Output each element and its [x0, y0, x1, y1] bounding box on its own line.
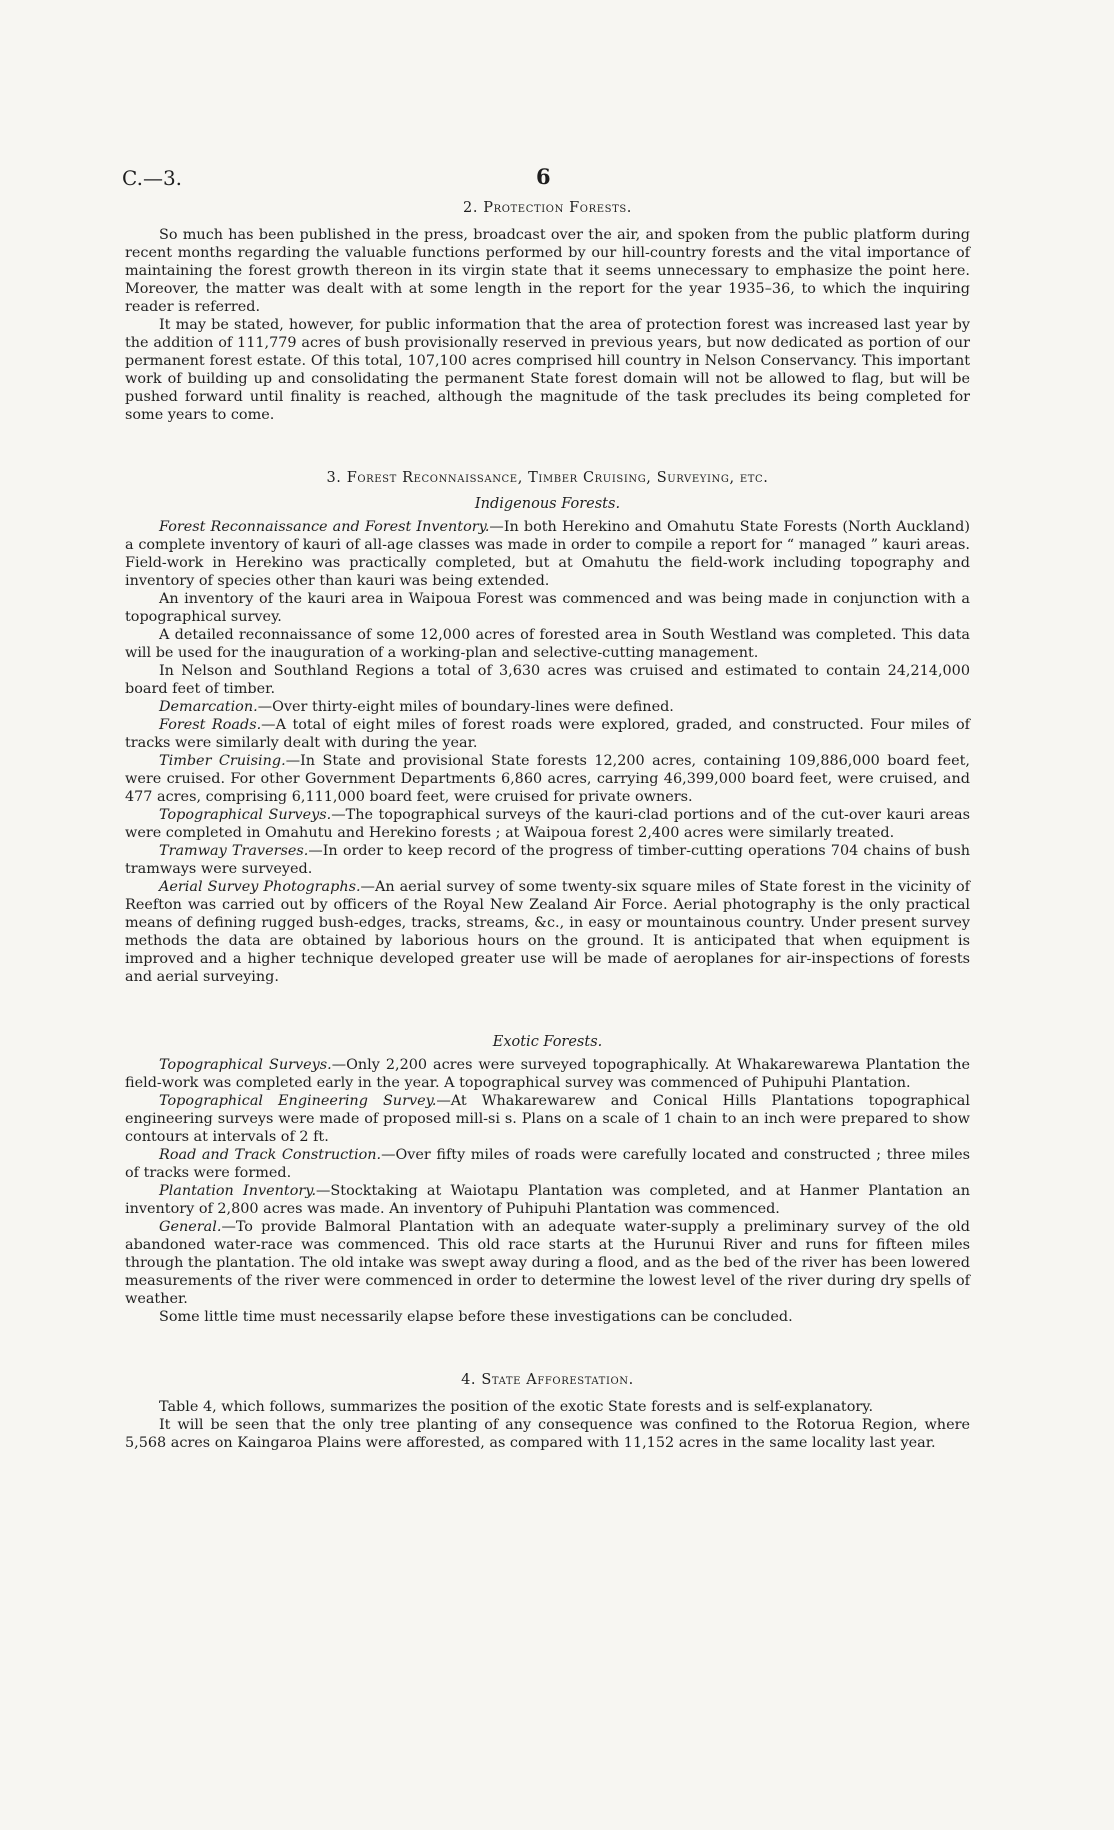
- section-heading: 3. Forest Reconnaissance, Timber Cruising, Surveying, etc.: [326, 470, 769, 486]
- paragraph: [125, 842, 970, 878]
- paragraph: [125, 716, 970, 752]
- paragraph: It will be seen that the only tree planting of any consequence was confined to the Rotorua Region, where 5,568 acres on Kaingaroa Plains were afforested, as compared with 11,152 acres in the same locality last year.: [125, 1417, 970, 1451]
- paragraph: [125, 518, 970, 590]
- section-heading: 2. Protection Forests.: [463, 200, 632, 216]
- paragraph: Some little time must necessarily elapse before these investigations can be concluded.: [159, 1309, 793, 1325]
- section-protection-forests: [125, 200, 970, 424]
- section-state-afforestation: [125, 1372, 970, 1452]
- paragraph: [125, 1146, 970, 1182]
- page-body: [125, 200, 970, 1452]
- paragraph: [125, 1218, 970, 1308]
- paragraph-text: —A total of eight miles of forest roads were explored, graded, and constructed. Four miles of tracks were similarly dealt with during the year.: [125, 717, 971, 751]
- paragraph-text: —In both Herekino and Omahutu State Forests (North Auckland) a complete inventory of kauri of all-age classes was made in order to compile a report for “ managed ” kauri areas. Field-work in Herekino was practically completed, but at Omahutu the field-work including topography and inventory of species other than kauri was being extended.: [125, 519, 970, 589]
- paragraph-text: —To provide Balmoral Plantation with an adequate water-supply a preliminary survey of the old abandoned water-race was commenced. This old race starts at the Hurunui River and runs for fifteen miles through the plantation. The old intake was swept away during a flood, and as the bed of the river has been lowered measurements of the river were commenced in order to determine the lowest level of the river during dry spells of weather.: [125, 1219, 970, 1307]
- paragraph: It may be stated, however, for public information that the area of protection forest was increased last year by the addition of 111,779 acres of bush provisionally reserved in previous years, but now dedicated as portion of our permanent forest estate. Of this total, 107,100 acres comprised hill country in Nelson Conservancy. This important work of building up and consolidating the permanent State forest domain will not be allowed to flag, but will be pushed forward until finality is reached, although the magnitude of the task precludes its being completed for some years to come.: [125, 317, 970, 423]
- subsection-heading-exotic: Exotic Forests.: [492, 1034, 603, 1050]
- parliamentary-paper-reference: C.—3.: [122, 166, 183, 190]
- paragraph: [125, 806, 970, 842]
- paragraph: In Nelson and Southland Regions a total of 3,630 acres was cruised and estimated to contain 24,214,000 board feet of timber.: [125, 663, 970, 697]
- paragraph-text: —Only 2,200 acres were surveyed topographically. At Whakarewarewa Plantation the field-work was completed early in the year. A topographical survey was commenced of Puhipuhi Plantation.: [125, 1057, 970, 1091]
- paragraph: So much has been published in the press, broadcast over the air, and spoken from the public platform during recent months regarding the valuable functions performed by our hill-country forests and the vital importance of maintaining the forest growth thereon in its virgin state that it seems unnecessary to emphasize the point here. Moreover, the matter was dealt with at some length in the report for the year 1935–36, to which the inquiring reader is referred.: [125, 227, 970, 315]
- paragraph-text: —Stocktaking at Waiotapu Plantation was completed, and at Hanmer Plantation an inventory of 2,800 acres was made. An inventory of Puhipuhi Plantation was commenced.: [125, 1183, 970, 1217]
- paragraph-text: —Over thirty-eight miles of boundary-lines were defined.: [257, 699, 674, 715]
- paragraph-title: Timber Cruising.: [159, 753, 286, 769]
- paragraph: [125, 878, 970, 986]
- paragraph-title: Demarcation.: [159, 699, 258, 715]
- paragraph: [125, 1182, 970, 1218]
- paragraph-text: —At Whakarewarew and Conical Hills Plantations topographical engineering surveys were made of proposed mill-si s. Plans on a scale of 1 chain to an inch were prepared to show contours at intervals of 2 ft.: [125, 1093, 970, 1145]
- paragraph-text: —In order to keep record of the progress of timber-cutting operations 704 chains of bush tramways were surveyed.: [125, 843, 970, 877]
- paragraph-title: Topographical Surveys.: [159, 807, 332, 823]
- paragraph: [125, 752, 970, 806]
- paragraph-title: Tramway Traverses.: [159, 843, 309, 859]
- paragraph: Table 4, which follows, summarizes the position of the exotic State forests and is self-explanatory.: [159, 1399, 874, 1415]
- paragraph-text: —An aerial survey of some twenty-six square miles of State forest in the vicinity of Reefton was carried out by officers of the Royal New Zealand Air Force. Aerial photography is the only practical means of defining rugged bush-edges, tracks, streams, &c., in easy or mountainous country. Under present survey methods the data are obtained by laborious hours on the ground. It is anticipated that when equipment is improved and a higher technique developed greater use will be made of aeroplanes for air-inspections of forests and aerial surveying.: [125, 879, 970, 985]
- paragraph-title: Aerial Survey Photographs.: [159, 879, 361, 895]
- subsection-heading-indigenous: Indigenous Forests.: [474, 496, 621, 512]
- paragraph-title: Topographical Surveys.: [159, 1057, 332, 1073]
- paragraph-text: —Over fifty miles of roads were carefully located and constructed ; three miles of tracks were formed.: [125, 1147, 970, 1181]
- paragraph: [125, 698, 970, 716]
- paragraph-title: Plantation Inventory.: [159, 1183, 317, 1199]
- paragraph: An inventory of the kauri area in Waipoua Forest was commenced and was being made in conjunction with a topographical survey.: [125, 591, 970, 625]
- section-heading: 4. State Afforestation.: [461, 1372, 634, 1388]
- paragraph-title: Forest Reconnaissance and Forest Inventory.: [159, 519, 490, 535]
- paragraph-title: General.: [159, 1219, 222, 1235]
- paragraph-text: —In State and provisional State forests 12,200 acres, containing 109,886,000 board feet, were cruised. For other Government Departments 6,860 acres, carrying 46,399,000 board feet, were cruised, and 477 acres, comprising 6,111,000 board feet, were cruised for private owners.: [125, 753, 970, 805]
- paragraph-text: —The topographical surveys of the kauri-clad portions and of the cut-over kauri areas were completed in Omahutu and Herekino forests ; at Waipoua forest 2,400 acres were similarly treated.: [125, 807, 970, 841]
- paragraph-title: Forest Roads.: [159, 717, 262, 733]
- paragraph-title: Road and Track Construction.: [159, 1147, 382, 1163]
- paragraph-title: Topographical Engineering Survey.: [159, 1093, 437, 1109]
- paragraph: A detailed reconnaissance of some 12,000 acres of forested area in South Westland was completed. This data will be used for the inauguration of a working-plan and selective-cutting management.: [125, 627, 970, 661]
- paragraph: [125, 1056, 970, 1092]
- page-number: 6: [536, 164, 551, 189]
- paragraph: [125, 1092, 970, 1146]
- section-forest-reconnaissance: [125, 470, 970, 1326]
